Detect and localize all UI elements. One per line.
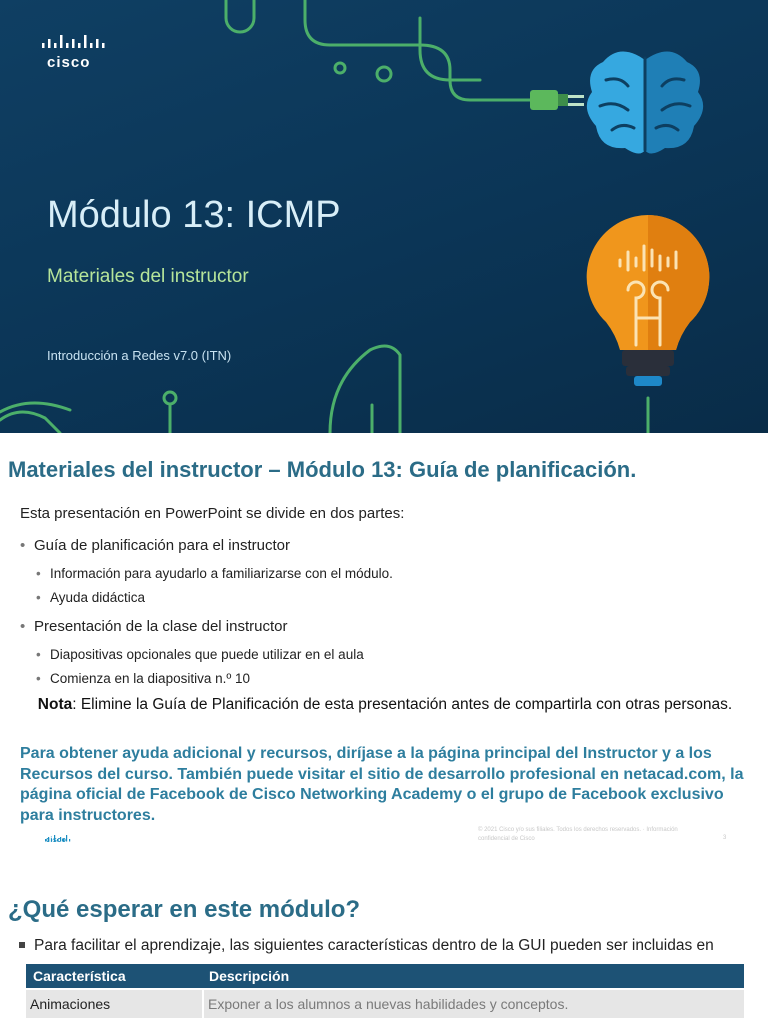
- sub-item-label: Comienza en la diapositiva n.º 10: [50, 671, 251, 686]
- column-header: Característica: [26, 964, 202, 988]
- list-item-label: Guía de planificación para el instructor: [34, 537, 290, 554]
- note-label: Nota: [37, 696, 73, 713]
- table-row: [26, 990, 744, 1018]
- cisco-wordmark: cisco: [47, 54, 91, 71]
- bullet-text: Para facilitar el aprendizaje, las siguientes características dentro de la GUI pueden ser incluidas en: [34, 937, 714, 954]
- footer-cisco-logo: [44, 830, 74, 846]
- intro-text: Esta presentación en PowerPoint se divide en dos partes:: [20, 505, 405, 522]
- list-item-label: Presentación de la clase del instructor: [34, 618, 288, 635]
- cisco-logo: [40, 34, 110, 70]
- plug-icon: [530, 90, 584, 110]
- planning-guide-slide: [0, 433, 768, 855]
- list-item: [20, 618, 288, 635]
- slide-heading: Materiales del instructor – Módulo 13: Guía de planificación.: [8, 457, 637, 482]
- bullet-dot: •: [36, 566, 41, 581]
- table-header-row: [26, 964, 744, 988]
- note-paragraph: [20, 695, 750, 715]
- slide-title: Módulo 13: ICMP: [47, 194, 341, 236]
- table-cell: Animaciones: [26, 990, 202, 1018]
- bullet-dot: •: [20, 618, 26, 635]
- cisco-wordmark: cisco: [46, 837, 67, 844]
- sub-list-item: [36, 647, 364, 662]
- column-header: Descripción: [202, 964, 744, 988]
- table-cell: Exponer a los alumnos a nuevas habilidades y conceptos.: [202, 990, 744, 1018]
- light-bulb-icon: [587, 215, 710, 386]
- page-number: 3: [723, 835, 727, 841]
- help-paragraph: Para obtener ayuda adicional y recursos, diríjase a la página principal del Instructor y a los Recursos del curso. También puede visitar el sitio de desarrollo profesional en netacad.com, la página oficial de Facebook de Cisco Networking Academy o el grupo de Facebook exclusivo para instructores.: [20, 745, 744, 824]
- bullet-dot: •: [20, 537, 26, 554]
- course-name: Introducción a Redes v7.0 (ITN): [47, 348, 232, 363]
- bullet-dot: •: [36, 671, 41, 686]
- brain-icon: [587, 51, 703, 153]
- sub-list-item: [36, 590, 146, 605]
- note-text: : Elimine la Guía de Planificación de esta presentación antes de compartirla con otras personas.: [72, 696, 733, 713]
- slide-subtitle: Materiales del instructor: [47, 266, 249, 287]
- sub-item-label: Diapositivas opcionales que puede utilizar en el aula: [50, 647, 364, 662]
- sub-item-label: Información para ayudarlo a familiarizarse con el módulo.: [50, 566, 393, 581]
- bullet-dot: •: [36, 647, 41, 662]
- square-bullet-icon: [19, 942, 25, 948]
- slide-heading: ¿Qué esperar en este módulo?: [8, 896, 361, 923]
- sub-item-label: Ayuda didáctica: [50, 590, 146, 605]
- bullet-dot: •: [36, 590, 41, 605]
- cisco-logo-icon: [40, 34, 110, 52]
- sub-list-item: [36, 566, 393, 581]
- features-table: [26, 962, 744, 1020]
- title-slide: [0, 0, 768, 433]
- module-expectations-slide: [0, 862, 768, 1024]
- list-item: [20, 537, 290, 554]
- copyright-text: © 2021 Cisco y/o sus filiales. Todos los derechos reservados. · Información confidencial de Cisco: [478, 827, 678, 842]
- sub-list-item: [36, 671, 251, 686]
